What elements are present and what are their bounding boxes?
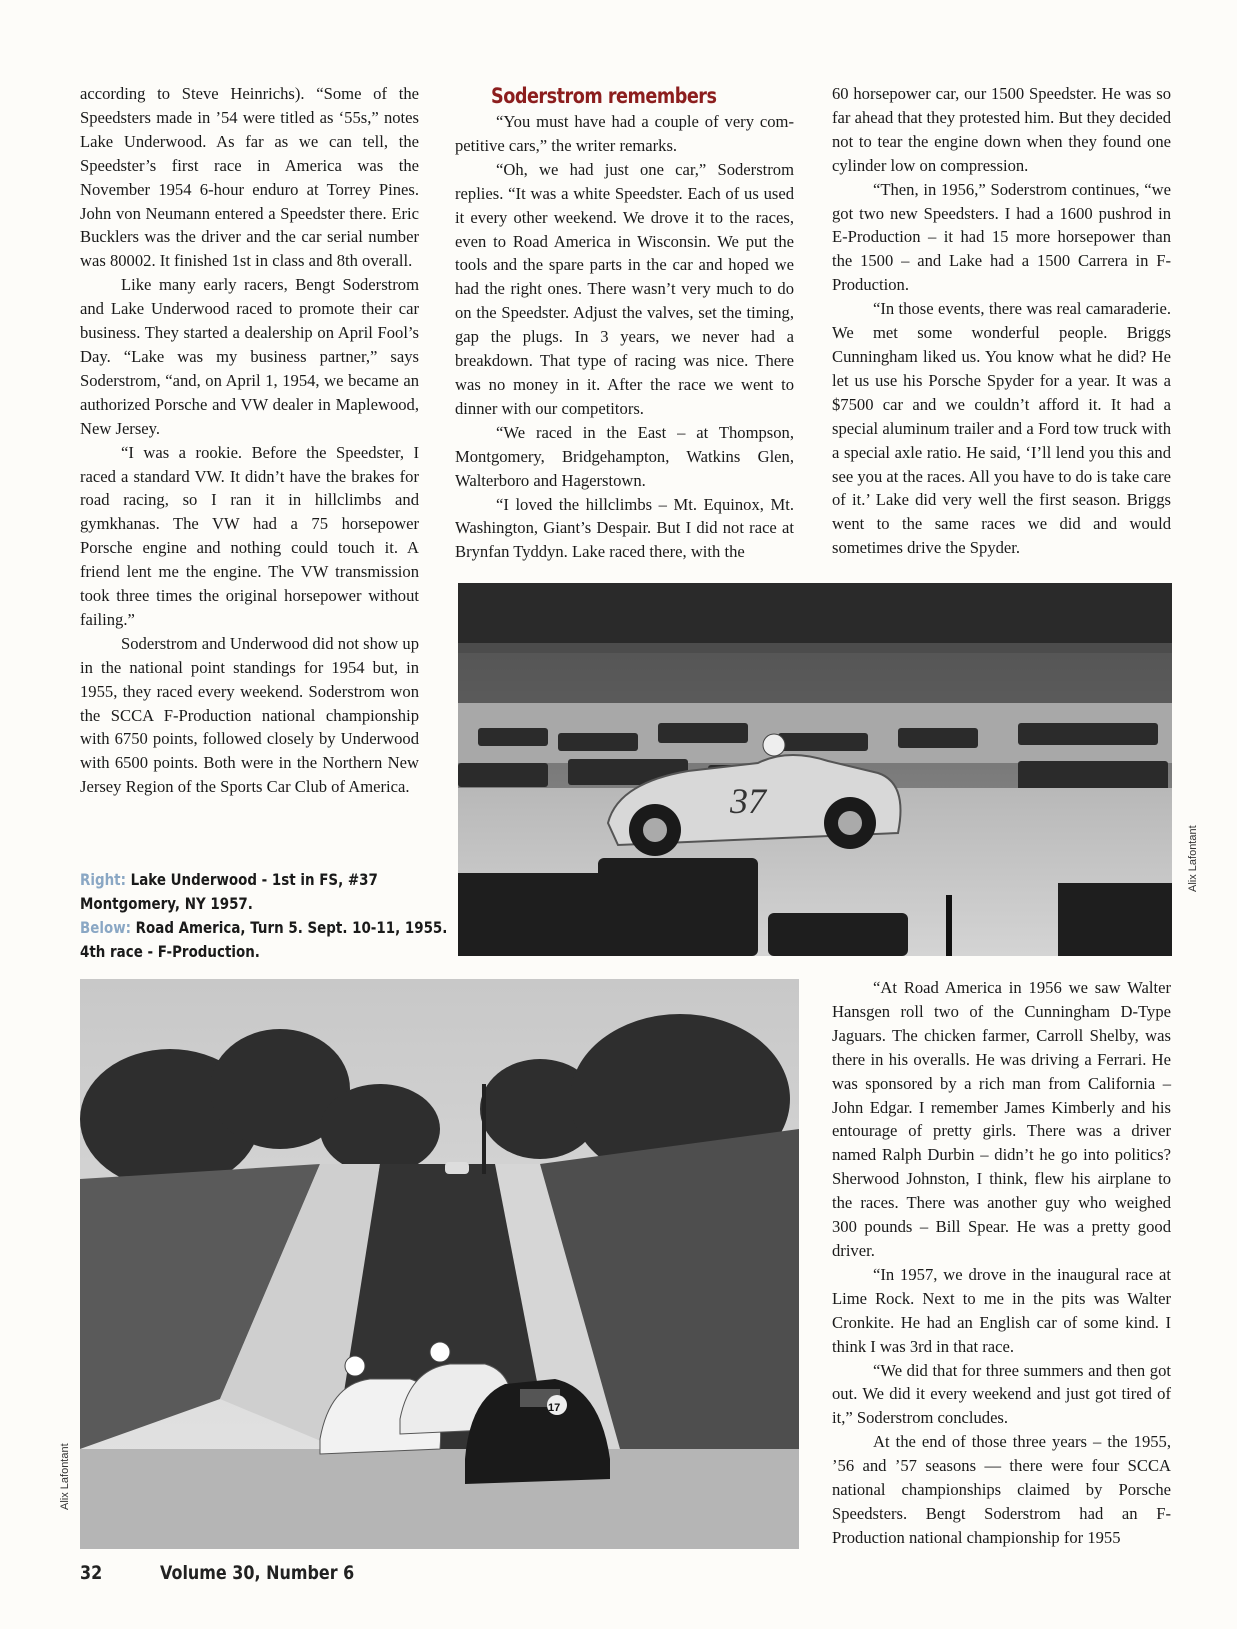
caption-right-line1: Lake Underwood - 1st in FS, #37 — [130, 870, 378, 889]
photo-road-america-turn-5 — [80, 979, 799, 1549]
caption-label-right: Right: — [80, 870, 126, 889]
paragraph: “At Road America in 1956 we saw Walter Hansgen roll two of the Cunningham D-Type Jaguars. The chicken farmer, Carroll Shelby, was there in his overalls. He was driving a Ferrari. He was sponsored by a rich man from California – John Edgar. I remember James Kimberly and his entourage of pretty girls. There was a driver named Ralph Durbin – didn’t he go into politics? Sherwood Johnston, I think, flew his airplane to the races. There was another guy who weighed 300 pounds – Bill Spear. He was a pretty good driver. — [832, 978, 1171, 1260]
car-number: 37 — [730, 781, 766, 821]
article-column-1 — [80, 82, 419, 799]
road-america-photo-graphic — [80, 979, 799, 1549]
section-heading: Soderstrom remembers — [491, 84, 717, 108]
page-number: 32 — [80, 1562, 103, 1584]
page-footer — [80, 1562, 355, 1590]
caption-right-line2: Montgomery, NY 1957. — [80, 894, 253, 913]
paragraph: “Oh, we had just one car,” Soderstrom replies. “It was a white Speedster. Each of us used it every other weekend. We drove it to the races, even to Road America in Wisconsin. We put the tools and the spare parts in the car and hoped we had the right ones. There wasn’t very much to do on the Speedster. Adjust the valves, set the timing, gap the plugs. In 3 years, we never had a breakdown. That type of racing was nice. There was no money in it. After the race we went to dinner with our competitors. — [455, 159, 794, 418]
photo-credit-below: Alix Lafontant — [59, 1443, 71, 1510]
paragraph: “I loved the hillclimbs – Mt. Equinox, Mt. Washington, Giant’s Despair. But I did not race at Brynfan Tyddyn. Lake raced there, with the — [455, 494, 794, 562]
photo-race-car-37 — [458, 583, 1172, 956]
paragraph: “We did that for three summers and then got out. We did it every weekend and just got tired of it,” Soderstrom concludes. — [832, 1360, 1171, 1428]
article-column-2 — [455, 82, 794, 564]
caption-below-line2: 4th race - F-Production. — [80, 942, 260, 961]
paragraph: “Then, in 1956,” Soderstrom continues, “we got two new Speedsters. I had a 1600 pushrod in E-Production – it had 15 more horsepower than the 1500 – and Lake had a 1500 Carrera in F-Production. — [832, 179, 1171, 295]
volume-label: Volume 30, Number 6 — [160, 1562, 355, 1584]
paragraph: Soderstrom and Underwood did not show up in the national point standings for 1954 but, in 1955, they raced every weekend. Soderstrom won the SCCA F-Production national championship with 6750 points, followed closely by Underwood with 6500 points. Both were in the Northern New Jersey Region of the Sports Car Club of America. — [80, 633, 419, 797]
paragraph: “We raced in the East – at Thompson, Montgomery, Bridgehampton, Watkins Glen, Walterboro and Hagerstown. — [455, 422, 794, 490]
paragraph: according to Steve Heinrichs). “Some of the Speedsters made in ’54 were titled as ‘55s,” notes Lake Underwood. As far as we can tell, the Speedster’s first race in America was the November 1954 6-hour enduro at Torrey Pines. John von Neumann entered a Speedster there. Eric Bucklers was the driver and the car serial number was 80002. It finished 1st in class and 8th overall. — [80, 84, 419, 271]
paragraph: “In 1957, we drove in the inaugural race at Lime Rock. Next to me in the pits was Walter Cronkite. He had an English car of some kind. I think I was 3rd in that race. — [832, 1264, 1171, 1356]
paragraph: “You must have had a couple of very competitive cars,” the writer remarks. — [455, 112, 794, 155]
car-number: 17 — [548, 1402, 561, 1414]
caption-below-line1: Road America, Turn 5. Sept. 10-11, 1955. — [135, 918, 448, 937]
article-column-4 — [832, 976, 1171, 1550]
photo-captions — [80, 868, 448, 964]
caption-label-below: Below: — [80, 918, 131, 937]
paragraph: Like many early racers, Bengt Soderstrom and Lake Underwood raced to promote their car business. They started a dealership on April Fool’s Day. “Lake was my business partner,” says Soderstrom, “and, on April 1, 1954, we became an authorized Porsche and VW dealer in Maplewood, New Jersey. — [80, 275, 419, 438]
paragraph: 60 horsepower car, our 1500 Speedster. He was so far ahead that they protested him. But they decided not to tear the engine down when they found one cylinder low on compression. — [832, 84, 1171, 175]
paragraph: At the end of those three years – the 1955, ’56 and ’57 seasons — there were four SCCA national championships claimed by Porsche Speedsters. Bengt Soderstrom had an F-Production national championship for 1955 — [832, 1432, 1171, 1547]
race-car-photo-graphic — [458, 583, 1172, 956]
article-column-3 — [832, 82, 1171, 560]
photo-credit-right: Alix Lafontant — [1187, 825, 1199, 892]
paragraph: “I was a rookie. Before the Speedster, I raced a standard VW. It didn’t have the brakes for road racing, so I ran it in hillclimbs and gymkhanas. The VW had a 75 horsepower Porsche engine and nothing could touch it. A friend lent me the engine. The VW transmission took three times the original horsepower without failing.” — [80, 442, 419, 629]
paragraph: “In those events, there was real camaraderie. We met some wonderful people. Briggs Cunningham liked us. You know what he did? He let us use his Porsche Spyder for a year. It was a $7500 car and we couldn’t afford it. It had a special aluminum trailer and a Ford tow truck with a special axle ratio. He said, ‘I’ll lend you this and see you at the races. All you have to do is take care of it.’ Lake did very well the first season. Briggs went to the same races we did and would sometimes drive the Spyder. — [832, 299, 1171, 558]
